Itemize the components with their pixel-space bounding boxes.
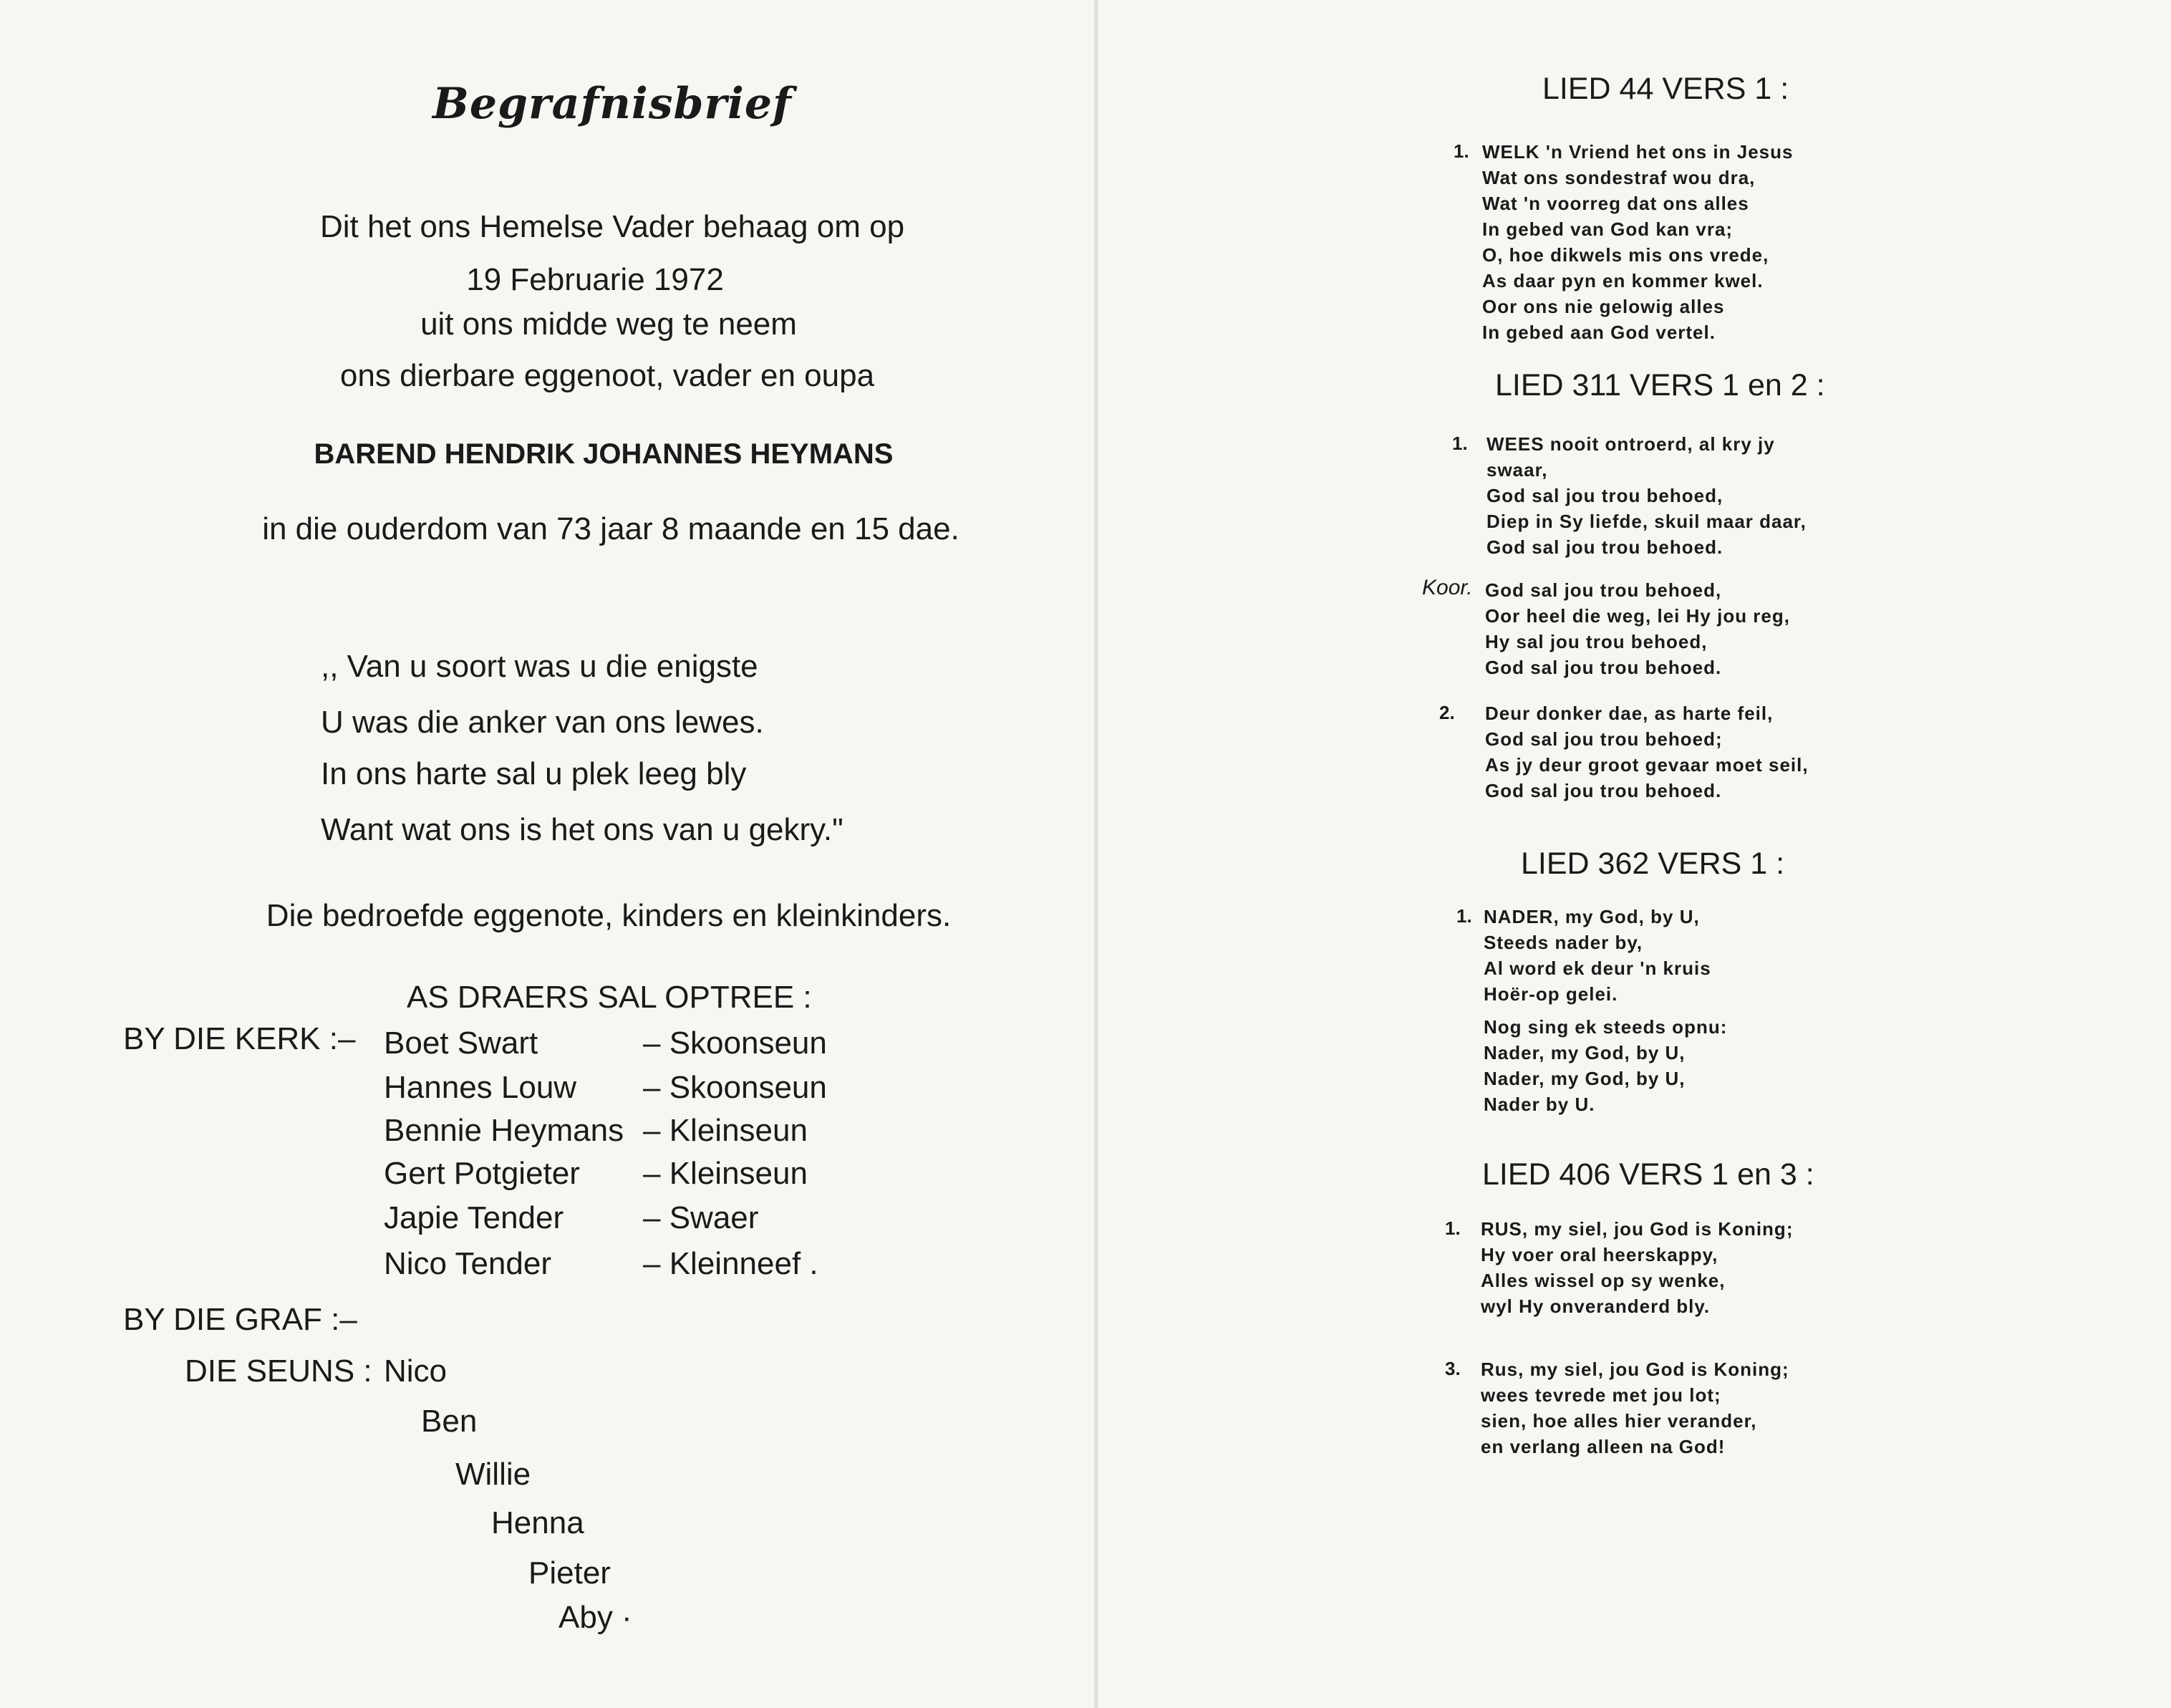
verse-line: Steeds nader by,	[1484, 932, 1643, 953]
verse-line: God sal jou trou behoed.	[1486, 536, 1723, 558]
bearer-relation: – Swaer	[643, 1200, 759, 1235]
hymn-heading: LIED 406 VERS 1 en 3 :	[1482, 1157, 1814, 1192]
verse-line: Rus, my siel, jou God is Koning;	[1481, 1359, 1789, 1380]
hymn-verse	[1484, 904, 1727, 1117]
bearer-name: Gert Potgieter	[384, 1156, 580, 1191]
chorus-label: Koor.	[1422, 576, 1473, 599]
verse-line: Al word ek deur 'n kruis	[1484, 957, 1711, 979]
verse-number: 1.	[1452, 433, 1468, 454]
verse-line: God sal jou trou behoed,	[1485, 579, 1722, 601]
bearer-name: Boet Swart	[384, 1026, 538, 1061]
verse-line: swaar,	[1486, 459, 1548, 481]
bearer-relation: – Skoonseun	[643, 1070, 827, 1105]
verse-line: Oor heel die weg, lei Hy jou reg,	[1485, 605, 1790, 627]
verse-line: WEES nooit ontroerd, al kry jy	[1486, 433, 1775, 455]
verse-line: God sal jou trou behoed.	[1485, 657, 1722, 678]
announcement-line-1: Dit het ons Hemelse Vader behaag om op	[319, 209, 905, 244]
verse-line: In gebed aan God vertel.	[1482, 322, 1716, 343]
right-page	[1098, 0, 2171, 1708]
hymn-heading: LIED 362 VERS 1 :	[1521, 846, 1785, 881]
verse-line: God sal jou trou behoed,	[1486, 485, 1723, 506]
son-name: Henna	[491, 1505, 584, 1540]
bearer-relation: – Kleinneef .	[643, 1246, 818, 1281]
hymn-verse	[1486, 431, 1807, 560]
verse-number: 2.	[1439, 702, 1455, 723]
son-name: Pieter	[528, 1555, 611, 1591]
son-name: Nico	[384, 1354, 448, 1389]
verse-number: 3.	[1445, 1358, 1461, 1379]
verse-line: As jy deur groot gevaar moet seil,	[1485, 754, 1809, 776]
verse-line: WELK 'n Vriend het ons in Jesus	[1482, 141, 1794, 163]
bearer-relation: – Kleinseun	[643, 1113, 808, 1148]
verse-line: Nader by U.	[1484, 1094, 1595, 1115]
verse-line: Nog sing ek steeds opnu:	[1484, 1016, 1728, 1038]
bearer-name: Bennie Heymans	[384, 1113, 624, 1148]
verse-line: Hy voer oral heerskappy,	[1481, 1244, 1718, 1265]
bearer-name: Japie Tender	[384, 1200, 564, 1235]
hymn-verse	[1482, 139, 1793, 345]
verse-line: Deur donker dae, as harte feil,	[1485, 703, 1774, 724]
bearer-name: Nico Tender	[384, 1246, 551, 1281]
son-name: Aby ·	[559, 1600, 632, 1635]
verse-gap	[1484, 1007, 1727, 1014]
verse-line: Hy sal jou trou behoed,	[1485, 631, 1708, 652]
verse-line: Hoër-op gelei.	[1484, 983, 1618, 1005]
verse-line: wyl Hy onveranderd bly.	[1481, 1296, 1711, 1317]
announcement-line-4: ons dierbare eggenoot, vader en oupa	[339, 358, 875, 393]
verse-line: Diep in Sy liefde, skuil maar daar,	[1486, 511, 1807, 532]
verse-line: As daar pyn en kommer kwel.	[1482, 270, 1764, 291]
deceased-name: BAREND HENDRIK JOHANNES HEYMANS	[314, 438, 894, 470]
bearer-relation: – Skoonseun	[643, 1026, 827, 1061]
poem-line-1: ,, Van u soort was u die enigste	[321, 649, 758, 684]
verse-line: wees tevrede met jou lot;	[1481, 1384, 1721, 1406]
announcement-line-3: uit ons midde weg te neem	[420, 307, 797, 342]
verse-line: en verlang alleen na God!	[1481, 1436, 1726, 1457]
age-line: in die ouderdom van 73 jaar 8 maande en 15 dae.	[262, 511, 959, 546]
son-name: Ben	[421, 1404, 478, 1439]
verse-line: Nader, my God, by U,	[1484, 1042, 1686, 1063]
poem-line-3: In ons harte sal u plek leeg bly	[321, 756, 747, 791]
signoff: Die bedroefde eggenote, kinders en kleinkinders.	[266, 898, 952, 933]
verse-line: NADER, my God, by U,	[1484, 906, 1700, 927]
page-title: Begrafnisbrief	[432, 79, 792, 129]
sons-label: DIE SEUNS :	[185, 1354, 372, 1389]
grave-label: BY DIE GRAF :–	[123, 1302, 357, 1337]
verse-line: God sal jou trou behoed.	[1485, 780, 1722, 801]
hymn-verse	[1481, 1356, 1789, 1459]
son-name: Willie	[455, 1457, 531, 1492]
hymn-verse	[1485, 700, 1809, 804]
hymn-verse	[1485, 577, 1790, 680]
poem-line-4: Want wat ons is het ons van u gekry."	[321, 812, 843, 847]
verse-line: God sal jou trou behoed;	[1485, 728, 1723, 750]
verse-line: Alles wissel op sy wenke,	[1481, 1270, 1726, 1291]
verse-line: O, hoe dikwels mis ons vrede,	[1482, 244, 1769, 266]
verse-line: Oor ons nie gelowig alles	[1482, 296, 1725, 317]
hymn-heading: LIED 311 VERS 1 en 2 :	[1495, 368, 1825, 402]
bearer-name: Hannes Louw	[384, 1070, 577, 1105]
verse-number: 1.	[1454, 140, 1469, 162]
announcement-date: 19 Februarie 1972	[466, 262, 724, 297]
hymn-heading: LIED 44 VERS 1 :	[1542, 72, 1789, 106]
bearers-heading: AS DRAERS SAL OPTREE :	[407, 980, 812, 1015]
verse-line: In gebed van God kan vra;	[1482, 218, 1734, 240]
verse-line: Wat ons sondestraf wou dra,	[1482, 167, 1756, 188]
verse-line: RUS, my siel, jou God is Koning;	[1481, 1218, 1794, 1240]
verse-number: 1.	[1456, 905, 1472, 927]
verse-line: Wat 'n voorreg dat ons alles	[1482, 193, 1749, 214]
verse-line: Nader, my God, by U,	[1484, 1068, 1686, 1089]
poem-line-2: U was die anker van ons lewes.	[321, 705, 764, 740]
church-label: BY DIE KERK :–	[123, 1021, 356, 1056]
hymn-verse	[1481, 1216, 1793, 1319]
verse-number: 1.	[1445, 1217, 1461, 1239]
verse-line: sien, hoe alles hier verander,	[1481, 1410, 1757, 1432]
bearer-relation: – Kleinseun	[643, 1156, 808, 1191]
